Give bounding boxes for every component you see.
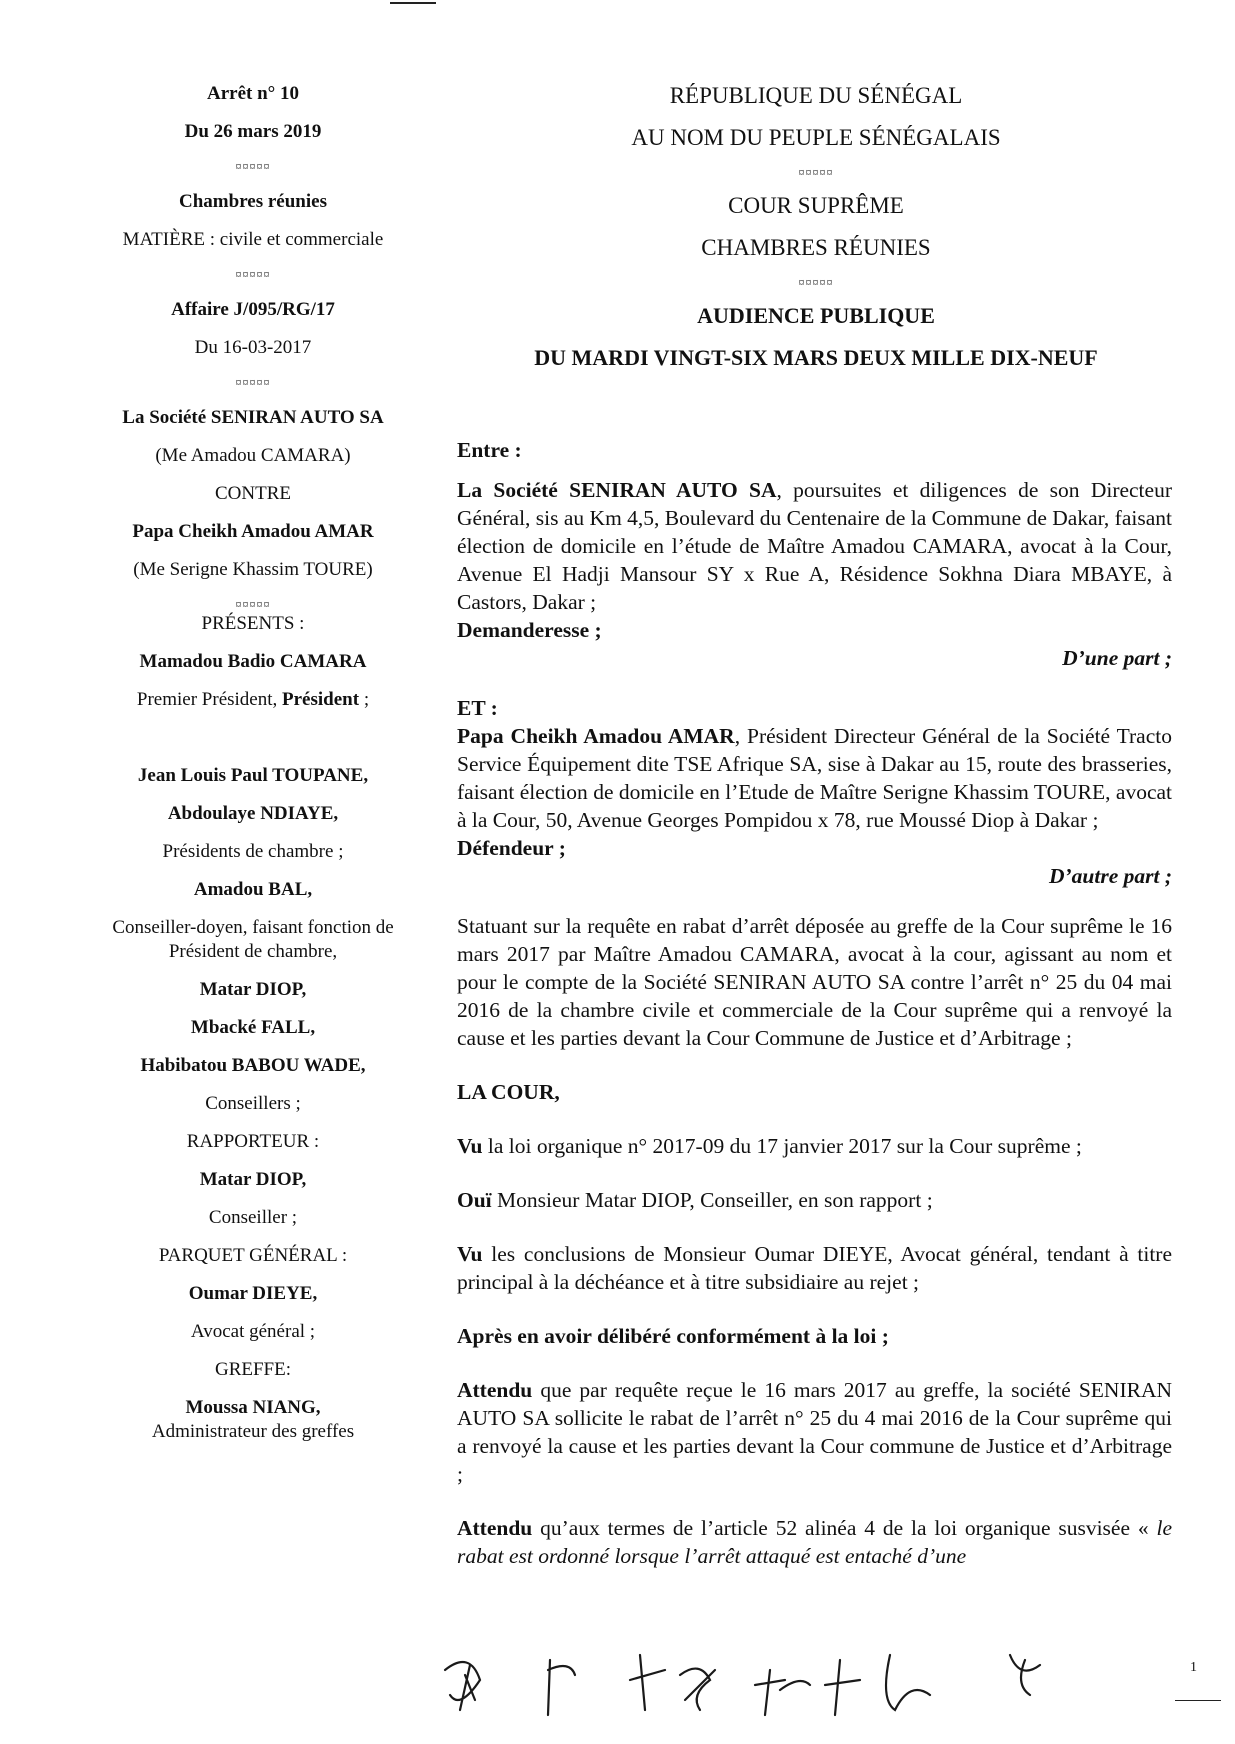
entre: Entre : [457, 438, 522, 462]
republique: RÉPUBLIQUE DU SÉNÉGAL [669, 83, 963, 108]
plaintiff-paragraph: La Société SENIRAN AUTO SA, poursuites et diligences de son Directeur Général, sis au Km 4,5, Boulevard du Centenaire de la Commune de Dakar, faisant élection de domicile en l’étude de Maître Amadou CAMARA, avocat à la Cour, Avenue El Hadji Mansour SY x Rue A, Résidence Sokhna Diara MBAYE, à Castors, Dakar ; [457, 478, 1172, 614]
arret-number: Arrêt n° 10 [206, 83, 299, 104]
greffe-heading: GREFFE: [214, 1359, 292, 1380]
statuant-paragraph: Statuant sur la requête en rabat d’arrêt déposée au greffe de la Cour suprême le 16 mars 2017 par Maître Amadou CAMARA, avocat à la cour, agissant au nom et pour le compte de la Société SENIRAN AUTO SA contre l’arrêt n° 25 du 04 mai 2016 de la chambre civile et commerciale de la Cour suprême qui a renvoyé la cause et les parties devant la Cour Commune de Justice et d’Arbitrage ; [457, 914, 1172, 1050]
decision-body [457, 436, 1172, 1570]
rapporteur-name: Matar DIOP, [199, 1169, 307, 1190]
conseiller-3: Habibatou BABOU WADE, [140, 1055, 366, 1076]
conseiller-doyen-title: Conseiller-doyen, faisant fonction de Président de chambre, [112, 917, 394, 962]
chambres-reunies: Chambres réunies [179, 191, 327, 212]
parquet-heading: PARQUET GÉNÉRAL : [158, 1245, 348, 1266]
top-rule [390, 2, 436, 4]
greffe-title: Administrateur des greffes [151, 1421, 355, 1442]
page-number: 1 [1190, 1660, 1197, 1675]
court-header [456, 82, 1176, 372]
handwritten-initials [440, 1640, 1140, 1730]
separator: ¤¤¤¤¤ [235, 597, 271, 611]
peuple: AU NOM DU PEUPLE SÉNÉGALAIS [631, 125, 1001, 150]
contre: CONTRE [215, 483, 291, 504]
page-number-rule [1175, 1700, 1221, 1701]
autre-part: D’autre part ; [1048, 864, 1172, 888]
party-defendant: Papa Cheikh Amadou AMAR [132, 521, 374, 542]
defendant-paragraph: Papa Cheikh Amadou AMAR, Président Directeur Général de la Société Tracto Service Équipement dite TSE Afrique SA, sise à Dakar au 15, route des brasseries, faisant élection de domicile en l’Etude de Maître Serigne Khassim TOURE, avocat à la Cour, 50, Avenue Georges Pompidou x 78, rue Moussé Diop à Dakar ; [457, 724, 1172, 832]
separator: ¤¤¤¤¤ [235, 159, 271, 173]
president-title: Premier Président, Président ; [136, 689, 370, 710]
separator: ¤¤¤¤¤ [798, 165, 834, 179]
audience-date: DU MARDI VINGT-SIX MARS DEUX MILLE DIX-NEUF [534, 345, 1098, 370]
separator: ¤¤¤¤¤ [235, 267, 271, 281]
oui-rapport: Ouï Monsieur Matar DIOP, Conseiller, en son rapport ; [457, 1188, 933, 1212]
une-part: D’une part ; [1062, 646, 1172, 670]
chamber-president-1: Jean Louis Paul TOUPANE, [137, 765, 369, 786]
affaire-number: Affaire J/095/RG/17 [171, 299, 335, 320]
demanderesse: Demanderesse ; [457, 618, 602, 642]
vu-loi: Vu la loi organique n° 2017-09 du 17 janvier 2017 sur la Cour suprême ; [457, 1134, 1082, 1158]
parquet-name: Oumar DIEYE, [188, 1283, 318, 1304]
attendu-2: Attendu qu’aux termes de l’article 52 alinéa 4 de la loi organique susvisée « le rabat est ordonné lorsque l’arrêt attaqué est entaché d’une [457, 1516, 1172, 1568]
party-plaintiff: La Société SENIRAN AUTO SA [122, 407, 384, 428]
left-margin-column [88, 82, 418, 1444]
et: ET : [457, 696, 498, 720]
chambres-reunies-header: CHAMBRES RÉUNIES [701, 235, 931, 260]
parquet-title: Avocat général ; [190, 1321, 316, 1342]
presents-heading: PRÉSENTS : [201, 613, 305, 634]
rapporteur-heading: RAPPORTEUR : [186, 1131, 320, 1152]
apres-delibere: Après en avoir délibéré conformément à la loi ; [457, 1324, 889, 1348]
president-name: Mamadou Badio CAMARA [139, 651, 367, 672]
la-cour: LA COUR, [457, 1080, 560, 1104]
conseiller-2: Mbacké FALL, [190, 1017, 316, 1038]
initials-graphic [440, 1640, 1140, 1730]
chamber-presidents-title: Présidents de chambre ; [162, 841, 344, 862]
rapporteur-title: Conseiller ; [208, 1207, 298, 1228]
separator: ¤¤¤¤¤ [235, 375, 271, 389]
greffe-name: Moussa NIANG, [185, 1397, 321, 1418]
affaire-date: Du 16-03-2017 [194, 337, 312, 358]
chamber-president-2: Abdoulaye NDIAYE, [167, 803, 339, 824]
cour-supreme: COUR SUPRÊME [728, 193, 904, 218]
attendu-1: Attendu que par requête reçue le 16 mars 2017 au greffe, la société SENIRAN AUTO SA sollicite le rabat de l’arrêt n° 25 du 4 mai 2016 de la Cour suprême qui a renvoyé la cause et les parties devant la Cour commune de Justice et d’Arbitrage ; [457, 1378, 1172, 1486]
plaintiff-counsel: (Me Amadou CAMARA) [155, 445, 351, 466]
vu-conclusions: Vu les conclusions de Monsieur Oumar DIEYE, Avocat général, tendant à titre principal à la déchéance et à titre subsidiaire au rejet ; [457, 1242, 1172, 1294]
arret-date: Du 26 mars 2019 [184, 121, 322, 142]
conseillers-title: Conseillers ; [205, 1093, 301, 1114]
conseiller-doyen-name: Amadou BAL, [193, 879, 313, 900]
conseiller-1: Matar DIOP, [199, 979, 307, 1000]
defendeur: Défendeur ; [457, 836, 566, 860]
matiere: MATIÈRE : civile et commerciale [122, 229, 384, 250]
separator: ¤¤¤¤¤ [798, 275, 834, 289]
defendant-counsel: (Me Serigne Khassim TOURE) [133, 559, 373, 580]
audience-publique: AUDIENCE PUBLIQUE [697, 303, 935, 328]
